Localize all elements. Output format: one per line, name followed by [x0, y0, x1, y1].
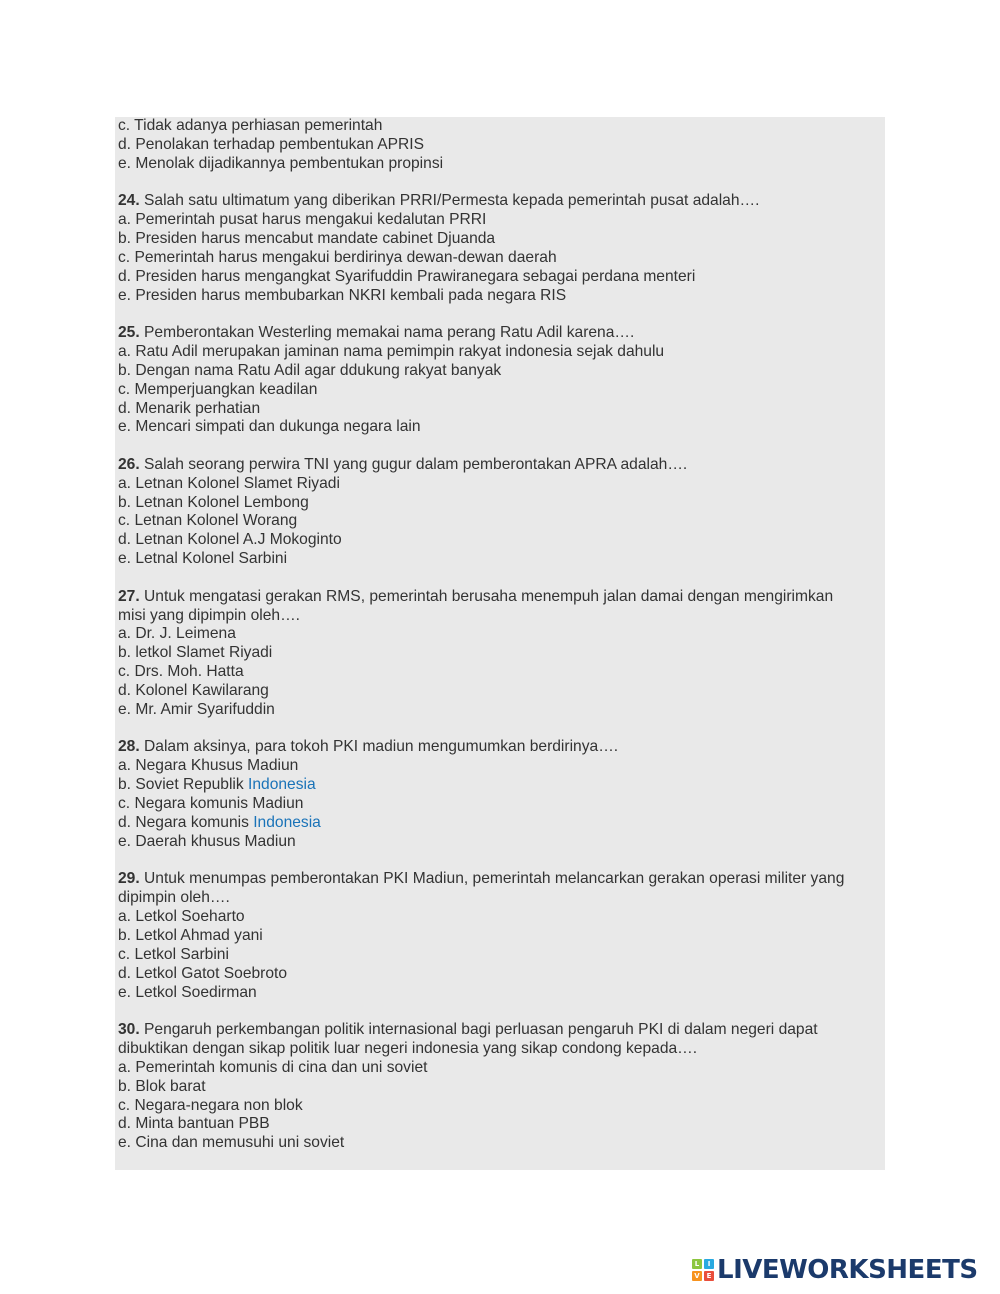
option-24-a[interactable]: a. Pemerintah pusat harus mengakui kedalutan PRRI — [118, 211, 487, 229]
question-24 — [118, 192, 878, 305]
question-29 — [118, 870, 878, 1002]
option-30-c[interactable]: c. Negara-negara non blok — [118, 1096, 303, 1114]
question-23-continued — [118, 117, 878, 174]
question-number: 30. — [118, 1020, 140, 1038]
question-number: 24. — [118, 192, 140, 210]
question-27 — [118, 588, 878, 720]
option-30-b[interactable]: b. Blok barat — [118, 1077, 206, 1095]
question-28 — [118, 738, 878, 851]
option-23-d[interactable]: d. Penolakan terhadap pembentukan APRIS — [118, 135, 425, 153]
indonesia-link[interactable]: Indonesia — [253, 813, 321, 831]
question-30-text-cont: dibuktikan dengan sikap politik luar negeri indonesia yang sikap condong kepada…. — [118, 1039, 698, 1057]
option-24-b[interactable]: b. Presiden harus mencabut mandate cabinet Djuanda — [118, 229, 496, 247]
option-25-a[interactable]: a. Ratu Adil merupakan jaminan nama pemimpin rakyat indonesia sejak dahulu — [118, 342, 665, 360]
option-25-d[interactable]: d. Menarik perhatian — [118, 399, 261, 417]
logo-square: E — [704, 1271, 714, 1281]
option-25-b[interactable]: b. Dengan nama Ratu Adil agar ddukung rakyat banyak — [118, 361, 502, 379]
question-29-text: 29. Untuk menumpas pemberontakan PKI Madiun, pemerintah melancarkan gerakan operasi militer yang — [118, 870, 845, 888]
option-24-d[interactable]: d. Presiden harus mengangkat Syarifuddin Prawiranegara sebagai perdana menteri — [118, 267, 696, 285]
option-26-c[interactable]: c. Letnan Kolonel Worang — [118, 512, 298, 530]
option-28-a[interactable]: a. Negara Khusus Madiun — [118, 757, 299, 775]
logo-mark-icon — [692, 1259, 714, 1281]
question-number: 27. — [118, 587, 140, 605]
option-25-e[interactable]: e. Mencari simpati dan dukunga negara lain — [118, 418, 421, 436]
option-27-c[interactable]: c. Drs. Moh. Hatta — [118, 663, 244, 681]
option-27-d[interactable]: d. Kolonel Kawilarang — [118, 682, 269, 700]
option-28-b[interactable]: b. Soviet Republik Indonesia — [118, 776, 316, 794]
logo-square: L — [692, 1259, 702, 1269]
question-24-text: 24. Salah satu ultimatum yang diberikan PRRI/Permesta kepada pemerintah pusat adalah…. — [118, 192, 760, 210]
option-28-e[interactable]: e. Daerah khusus Madiun — [118, 832, 296, 850]
question-30 — [118, 1021, 878, 1153]
option-29-d[interactable]: d. Letkol Gatot Soebroto — [118, 964, 288, 982]
question-25 — [118, 324, 878, 437]
question-26 — [118, 456, 878, 569]
logo-square: I — [704, 1259, 714, 1269]
option-30-d[interactable]: d. Minta bantuan PBB — [118, 1115, 270, 1133]
question-25-text: 25. Pemberontakan Westerling memakai nama perang Ratu Adil karena…. — [118, 323, 635, 341]
option-28-c[interactable]: c. Negara komunis Madiun — [118, 795, 304, 813]
question-number: 28. — [118, 738, 140, 756]
liveworksheets-logo[interactable] — [692, 1254, 978, 1286]
option-27-e[interactable]: e. Mr. Amir Syarifuddin — [118, 701, 275, 719]
option-30-a[interactable]: a. Pemerintah komunis di cina dan uni soviet — [118, 1058, 428, 1076]
option-23-c[interactable]: c. Tidak adanya perhiasan pemerintah — [118, 117, 383, 134]
option-24-c[interactable]: c. Pemerintah harus mengakui berdirinya dewan-dewan daerah — [118, 248, 557, 266]
question-29-text-cont: dipimpin oleh…. — [118, 889, 230, 907]
question-27-text-cont: misi yang dipimpin oleh…. — [118, 606, 301, 624]
option-24-e[interactable]: e. Presiden harus membubarkan NKRI kembali pada negara RIS — [118, 286, 567, 304]
option-29-e[interactable]: e. Letkol Soedirman — [118, 983, 257, 1001]
question-number: 26. — [118, 455, 140, 473]
worksheet-content — [118, 117, 878, 1153]
option-26-d[interactable]: d. Letnan Kolonel A.J Mokoginto — [118, 531, 342, 549]
option-29-c[interactable]: c. Letkol Sarbini — [118, 945, 229, 963]
question-number: 29. — [118, 870, 140, 888]
question-26-text: 26. Salah seorang perwira TNI yang gugur dalam pemberontakan APRA adalah…. — [118, 455, 688, 473]
option-26-b[interactable]: b. Letnan Kolonel Lembong — [118, 493, 309, 511]
option-30-e[interactable]: e. Cina dan memusuhi uni soviet — [118, 1134, 345, 1152]
indonesia-link[interactable]: Indonesia — [248, 776, 316, 794]
logo-square: V — [692, 1271, 702, 1281]
option-28-d[interactable]: d. Negara komunis Indonesia — [118, 813, 321, 831]
option-27-a[interactable]: a. Dr. J. Leimena — [118, 625, 236, 643]
question-27-text: 27. Untuk mengatasi gerakan RMS, pemerintah berusaha menempuh jalan damai dengan mengirimkan — [118, 587, 834, 605]
option-27-b[interactable]: b. letkol Slamet Riyadi — [118, 644, 273, 662]
question-number: 25. — [118, 323, 140, 341]
option-26-a[interactable]: a. Letnan Kolonel Slamet Riyadi — [118, 474, 340, 492]
logo-text: LIVEWORKSHEETS — [717, 1255, 978, 1285]
option-29-a[interactable]: a. Letkol Soeharto — [118, 907, 245, 925]
option-23-e[interactable]: e. Menolak dijadikannya pembentukan propinsi — [118, 154, 444, 172]
question-30-text: 30. Pengaruh perkembangan politik internasional bagi perluasan pengaruh PKI di dalam negeri dapat — [118, 1020, 818, 1038]
option-29-b[interactable]: b. Letkol Ahmad yani — [118, 926, 263, 944]
option-25-c[interactable]: c. Memperjuangkan keadilan — [118, 380, 318, 398]
question-28-text: 28. Dalam aksinya, para tokoh PKI madiun mengumumkan berdirinya…. — [118, 738, 619, 756]
option-26-e[interactable]: e. Letnal Kolonel Sarbini — [118, 550, 288, 568]
